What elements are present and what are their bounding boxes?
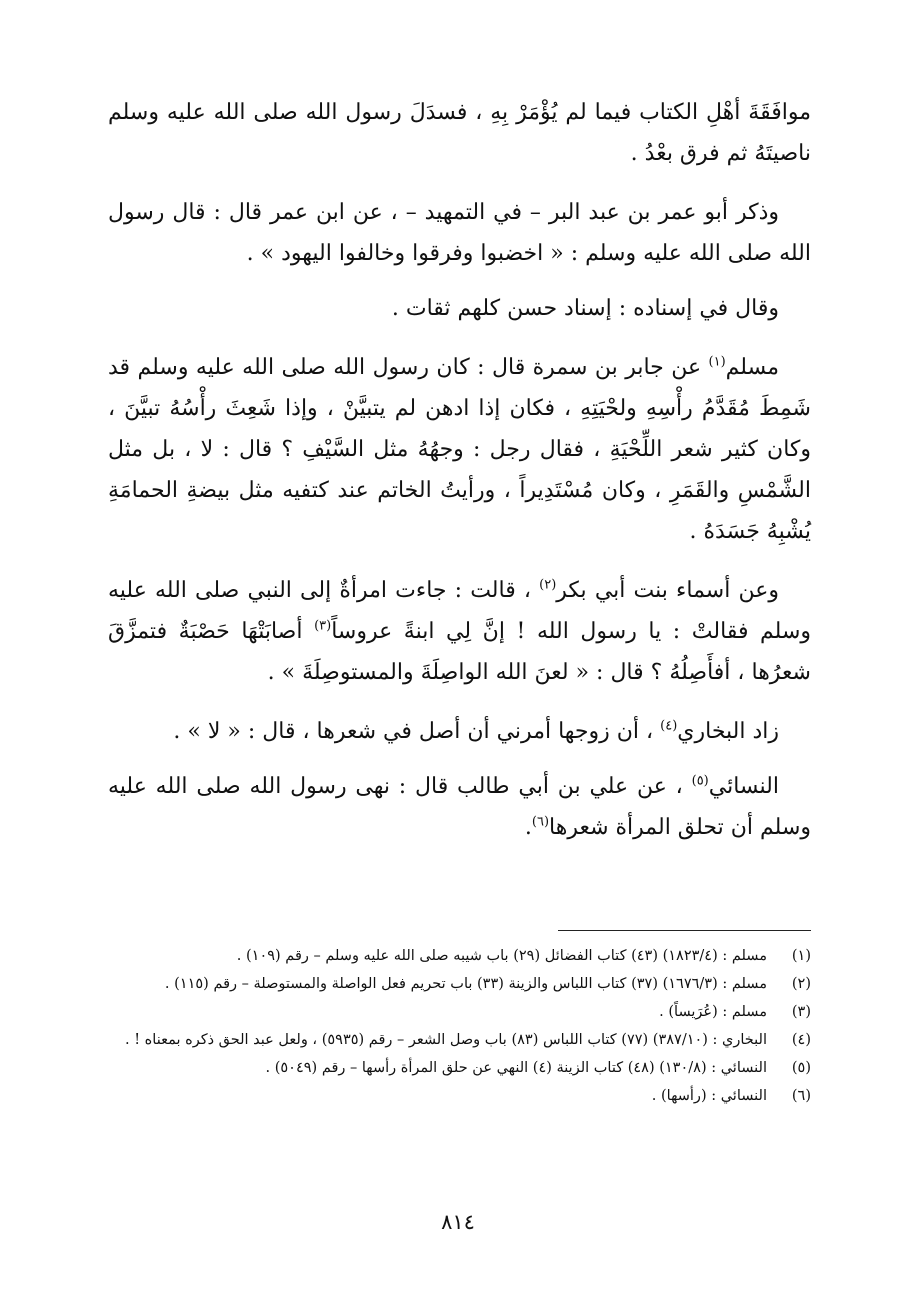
paragraph-3: وقال في إسناده : إسناد حسن كلهم ثقات . <box>391 296 779 321</box>
footnotes <box>108 942 811 1110</box>
paragraph-5: وعن أسماء بنت أبي بكر$^{(٢)}$ ، قالت : جاءت امرأةٌ إلى النبي صلى الله عليه وسلم فقالتْ : يا رسول الله ! إنَّ لِي ابنةً عروساً$^{(٣)}$ أصابَتْهَا حَصْبَةٌ فتمزَّقَ شعرُها ، أفأَصِلُهُ ؟ قال : « لعنَ الله الواصِلَةَ والمستوصِلَةَ » . <box>108 577 812 685</box>
footnote-ref-1[interactable]: (١) <box>708 354 726 370</box>
paragraph-1: موافَقَةَ أهْلِ الكتاب فيما لم يُؤْمَرْ بِهِ ، فسدَلَ رسول الله صلى الله عليه وسلم ناصيتَهُ ثم فرق بعْدُ . <box>108 100 811 166</box>
footnote-1: (١) مسلم : (١٨٢٣/٤) (٤٣) كتاب الفضائل (٢٩) باب شيبه صلى الله عليه وسلم – رقم (١٠٩) . <box>236 948 811 964</box>
footnote-ref-6[interactable]: (٦) <box>531 814 550 830</box>
footnote-6: (٦) النسائي : (رأسها) . <box>651 1088 811 1104</box>
main-text <box>108 92 811 866</box>
footnote-ref-2[interactable]: (٢) <box>539 577 557 593</box>
paragraph-6: زاد البخاري$^{(٤)}$ ، أن زوجها أمرني أن أصل في شعرها ، قال : « لا » . <box>173 718 779 744</box>
footnote-2: (٢) مسلم : (١٦٧٦/٣) (٣٧) كتاب اللباس والزينة (٣٣) باب تحريم فعل الواصلة والمستوصلة – رقم (١١٥) . <box>164 976 811 992</box>
footnote-4: (٤) البخاري : (٣٨٧/١٠) (٧٧) كتاب اللباس (٨٣) باب وصل الشعر – رقم (٥٩٣٥) ، ولعل عبد الحق ذكره بمعناه ! . <box>125 1032 811 1048</box>
paragraph-4: مسلم$^{(١)}$ عن جابر بن سمرة قال : كان رسول الله صلى الله عليه وسلم قد شَمِطَ مُقَدَّمُ رأْسِهِ ولحْيَتِهِ ، فكان إذا ادهن لم يتبيَّنْ ، وإذا شَعِثَ رأْسُهُ تبيَّنَ ، وكان كثير شعر اللِّحْيَةِ ، فقال رجل : وجهُهُ مثل السَّيْفِ ؟ قال : لا ، بل مثل الشَّمْسِ والقَمَرِ ، وكان مُسْتَدِيراً ، ورأيتُ الخاتم عند كتفيه مثل بيضةِ الحمامَةِ يُشْبِهُ جَسَدَهُ . <box>108 354 811 544</box>
footnote-5: (٥) النسائي : (١٣٠/٨) (٤٨) كتاب الزينة (٤) النهي عن حلق المرأة رأسها – رقم (٥٠٤٩) . <box>265 1060 811 1076</box>
footnote-3: (٣) مسلم : (عُرَيساً) . <box>659 1004 811 1020</box>
paragraph-2: وذكر أبو عمر بن عبد البر – في التمهيد – ، عن ابن عمر قال : قال رسول الله صلى الله عليه وسلم : « اخضبوا وفرقوا وخالفوا اليهود » . <box>108 200 811 266</box>
paragraph-7: النسائي$^{(٥)}$ ، عن علي بن أبي طالب قال : نهى رسول الله صلى الله عليه وسلم أن تحلق المرأة شعرها$^{(٦)}$. <box>108 773 811 840</box>
footnote-separator <box>558 930 811 931</box>
footnote-ref-5[interactable]: (٥) <box>691 773 709 789</box>
page-number: ٨١٤ <box>441 1210 475 1234</box>
footnote-ref-3[interactable]: (٣) <box>314 618 332 634</box>
footnote-ref-4[interactable]: (٤) <box>660 718 678 734</box>
